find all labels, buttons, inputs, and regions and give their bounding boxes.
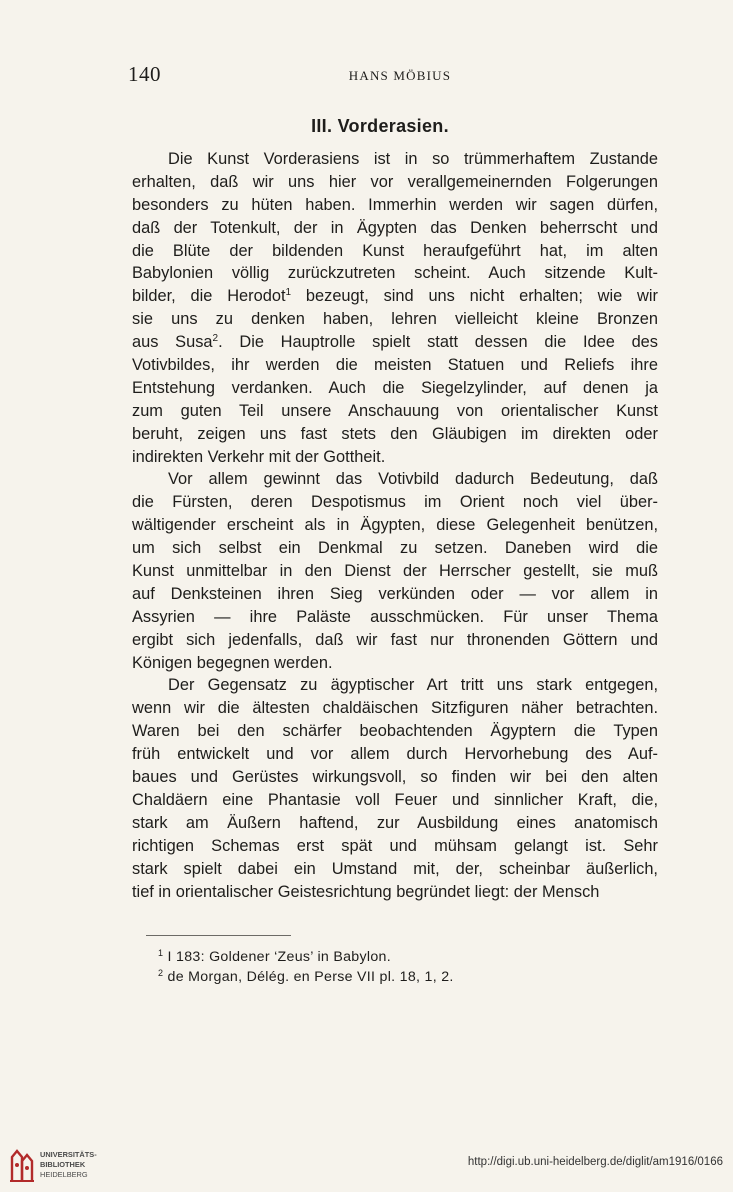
text-line: ergibt sich jedenfalls, daß wir fast nur thronenden Göttern und (132, 630, 658, 649)
text-line: Waren bei den schärfer beobachtenden Ägyptern die Typen (132, 722, 658, 741)
running-header: HANS MÖBIUS (348, 68, 452, 83)
text-line: erhalten, daß wir uns hier vor verallgemeinernden Folgerungen (132, 172, 658, 191)
footnote-mark: 1 (158, 948, 164, 958)
text-line: auf Denksteinen ihren Sieg verkünden oder — vor allem in (132, 584, 658, 603)
text-line: tief in orientalischer Geistesrichtung begründet liegt: der Mensch (132, 882, 600, 901)
text-line: zum guten Teil unsere Anschauung von orientalischer Kunst (132, 401, 658, 420)
footnote (158, 967, 658, 987)
text-line: Königen begegnen werden. (132, 653, 333, 672)
footnote (158, 947, 658, 967)
text-line: Entstehung verdanken. Auch die Siegelzylinder, auf denen ja (132, 378, 658, 397)
text-line: baues und Gerüstes wirkungsvoll, so finden wir bei den alten (132, 768, 658, 787)
paragraph (132, 674, 658, 903)
text-line: früh entwickelt und vor allem durch Hervorhebung des Auf- (132, 745, 658, 764)
text-fragment: bezeugt, sind uns nicht erhalten; wie wir (291, 287, 658, 306)
text-line (132, 331, 658, 354)
paragraph (132, 148, 658, 468)
text-line: Chaldäern eine Phantasie voll Feuer und sinnlicher Kraft, die, (132, 790, 658, 809)
text-fragment: aus Susa (132, 333, 213, 352)
body-text (132, 148, 658, 903)
library-seal-icon (8, 1147, 36, 1183)
text-line: um sich selbst ein Denkmal zu setzen. Daneben wird die (132, 539, 658, 558)
text-line: die Fürsten, deren Despotismus im Orient noch viel über- (132, 493, 658, 512)
text-line: stark spielt dabei ein Umstand mit, der, scheinbar äußerlich, (132, 859, 658, 878)
text-line: Vor allem gewinnt das Votivbild dadurch Bedeutung, daß (168, 470, 658, 489)
text-line: Assyrien — ihre Paläste ausschmücken. Für unser Thema (132, 607, 658, 626)
footnote-mark: 2 (158, 968, 164, 978)
source-url-link[interactable]: http://digi.ub.uni-heidelberg.de/diglit/am1916/0166 (467, 1156, 723, 1168)
library-logo[interactable] (8, 1146, 118, 1186)
footnotes (158, 947, 658, 987)
text-line: Babylonien völlig zurückzutreten scheint. Auch sitzende Kult- (132, 264, 658, 283)
footnote-reference[interactable]: 2 (212, 333, 219, 345)
text-line: Der Gegensatz zu ägyptischer Art tritt uns stark entgegen, (168, 676, 658, 695)
text-line (132, 285, 658, 308)
text-fragment: . Die Hauptrolle spielt statt dessen die Idee des (218, 333, 658, 352)
text-line: Votivbildes, ihr werden die meisten Statuen und Reliefs ihre (132, 356, 658, 375)
text-line: Kunst unmittelbar in den Dienst der Herrscher gestellt, sie muß (132, 562, 658, 581)
footnote-rule (146, 935, 291, 936)
text-line: sie uns zu denken haben, lehren vielleicht kleine Bronzen (132, 310, 658, 329)
text-line: wältigender erscheint als in Ägypten, diese Gelegenheit benützen, (132, 516, 658, 535)
text-fragment: bilder, die Herodot (132, 287, 286, 306)
library-name-line-3: HEIDELBERG (40, 1170, 88, 1179)
text-line: indirekten Verkehr mit der Gottheit. (132, 447, 386, 466)
library-name (40, 1150, 97, 1180)
text-line: besonders zu hüten haben. Immerhin werden wir sagen dürfen, (132, 195, 658, 214)
footnote-text: de Morgan, Délég. en Perse VII pl. 18, 1, 2. (163, 969, 454, 985)
section-heading: III. Vorderasien. (311, 116, 449, 136)
paragraph (132, 468, 658, 674)
text-line: beruht, zeigen uns fast stets den Gläubigen im direkten oder (132, 424, 658, 443)
library-name-line-2: BIBLIOTHEK (40, 1160, 86, 1169)
text-line: daß der Totenkult, der in Ägypten das Denken beherrscht und (132, 218, 658, 237)
library-name-line-1: UNIVERSITÄTS- (40, 1150, 97, 1159)
page-number: 140 (128, 62, 161, 86)
text-line: die Blüte der bildenden Kunst heraufgeführt hat, im alten (132, 241, 658, 260)
text-line: richtigen Schemas erst spät und mühsam gelangt ist. Sehr (132, 836, 658, 855)
footnote-reference[interactable]: 1 (285, 287, 292, 299)
text-line: Die Kunst Vorderasiens ist in so trümmerhaftem Zustande (168, 150, 658, 168)
text-line: stark am Äußern haftend, zur Ausbildung eines anatomisch (132, 813, 658, 832)
footnote-text: I 183: Goldener ‘Zeus’ in Babylon. (163, 949, 391, 965)
text-line: wenn wir die ältesten chaldäischen Sitzfiguren näher betrachten. (132, 699, 658, 718)
